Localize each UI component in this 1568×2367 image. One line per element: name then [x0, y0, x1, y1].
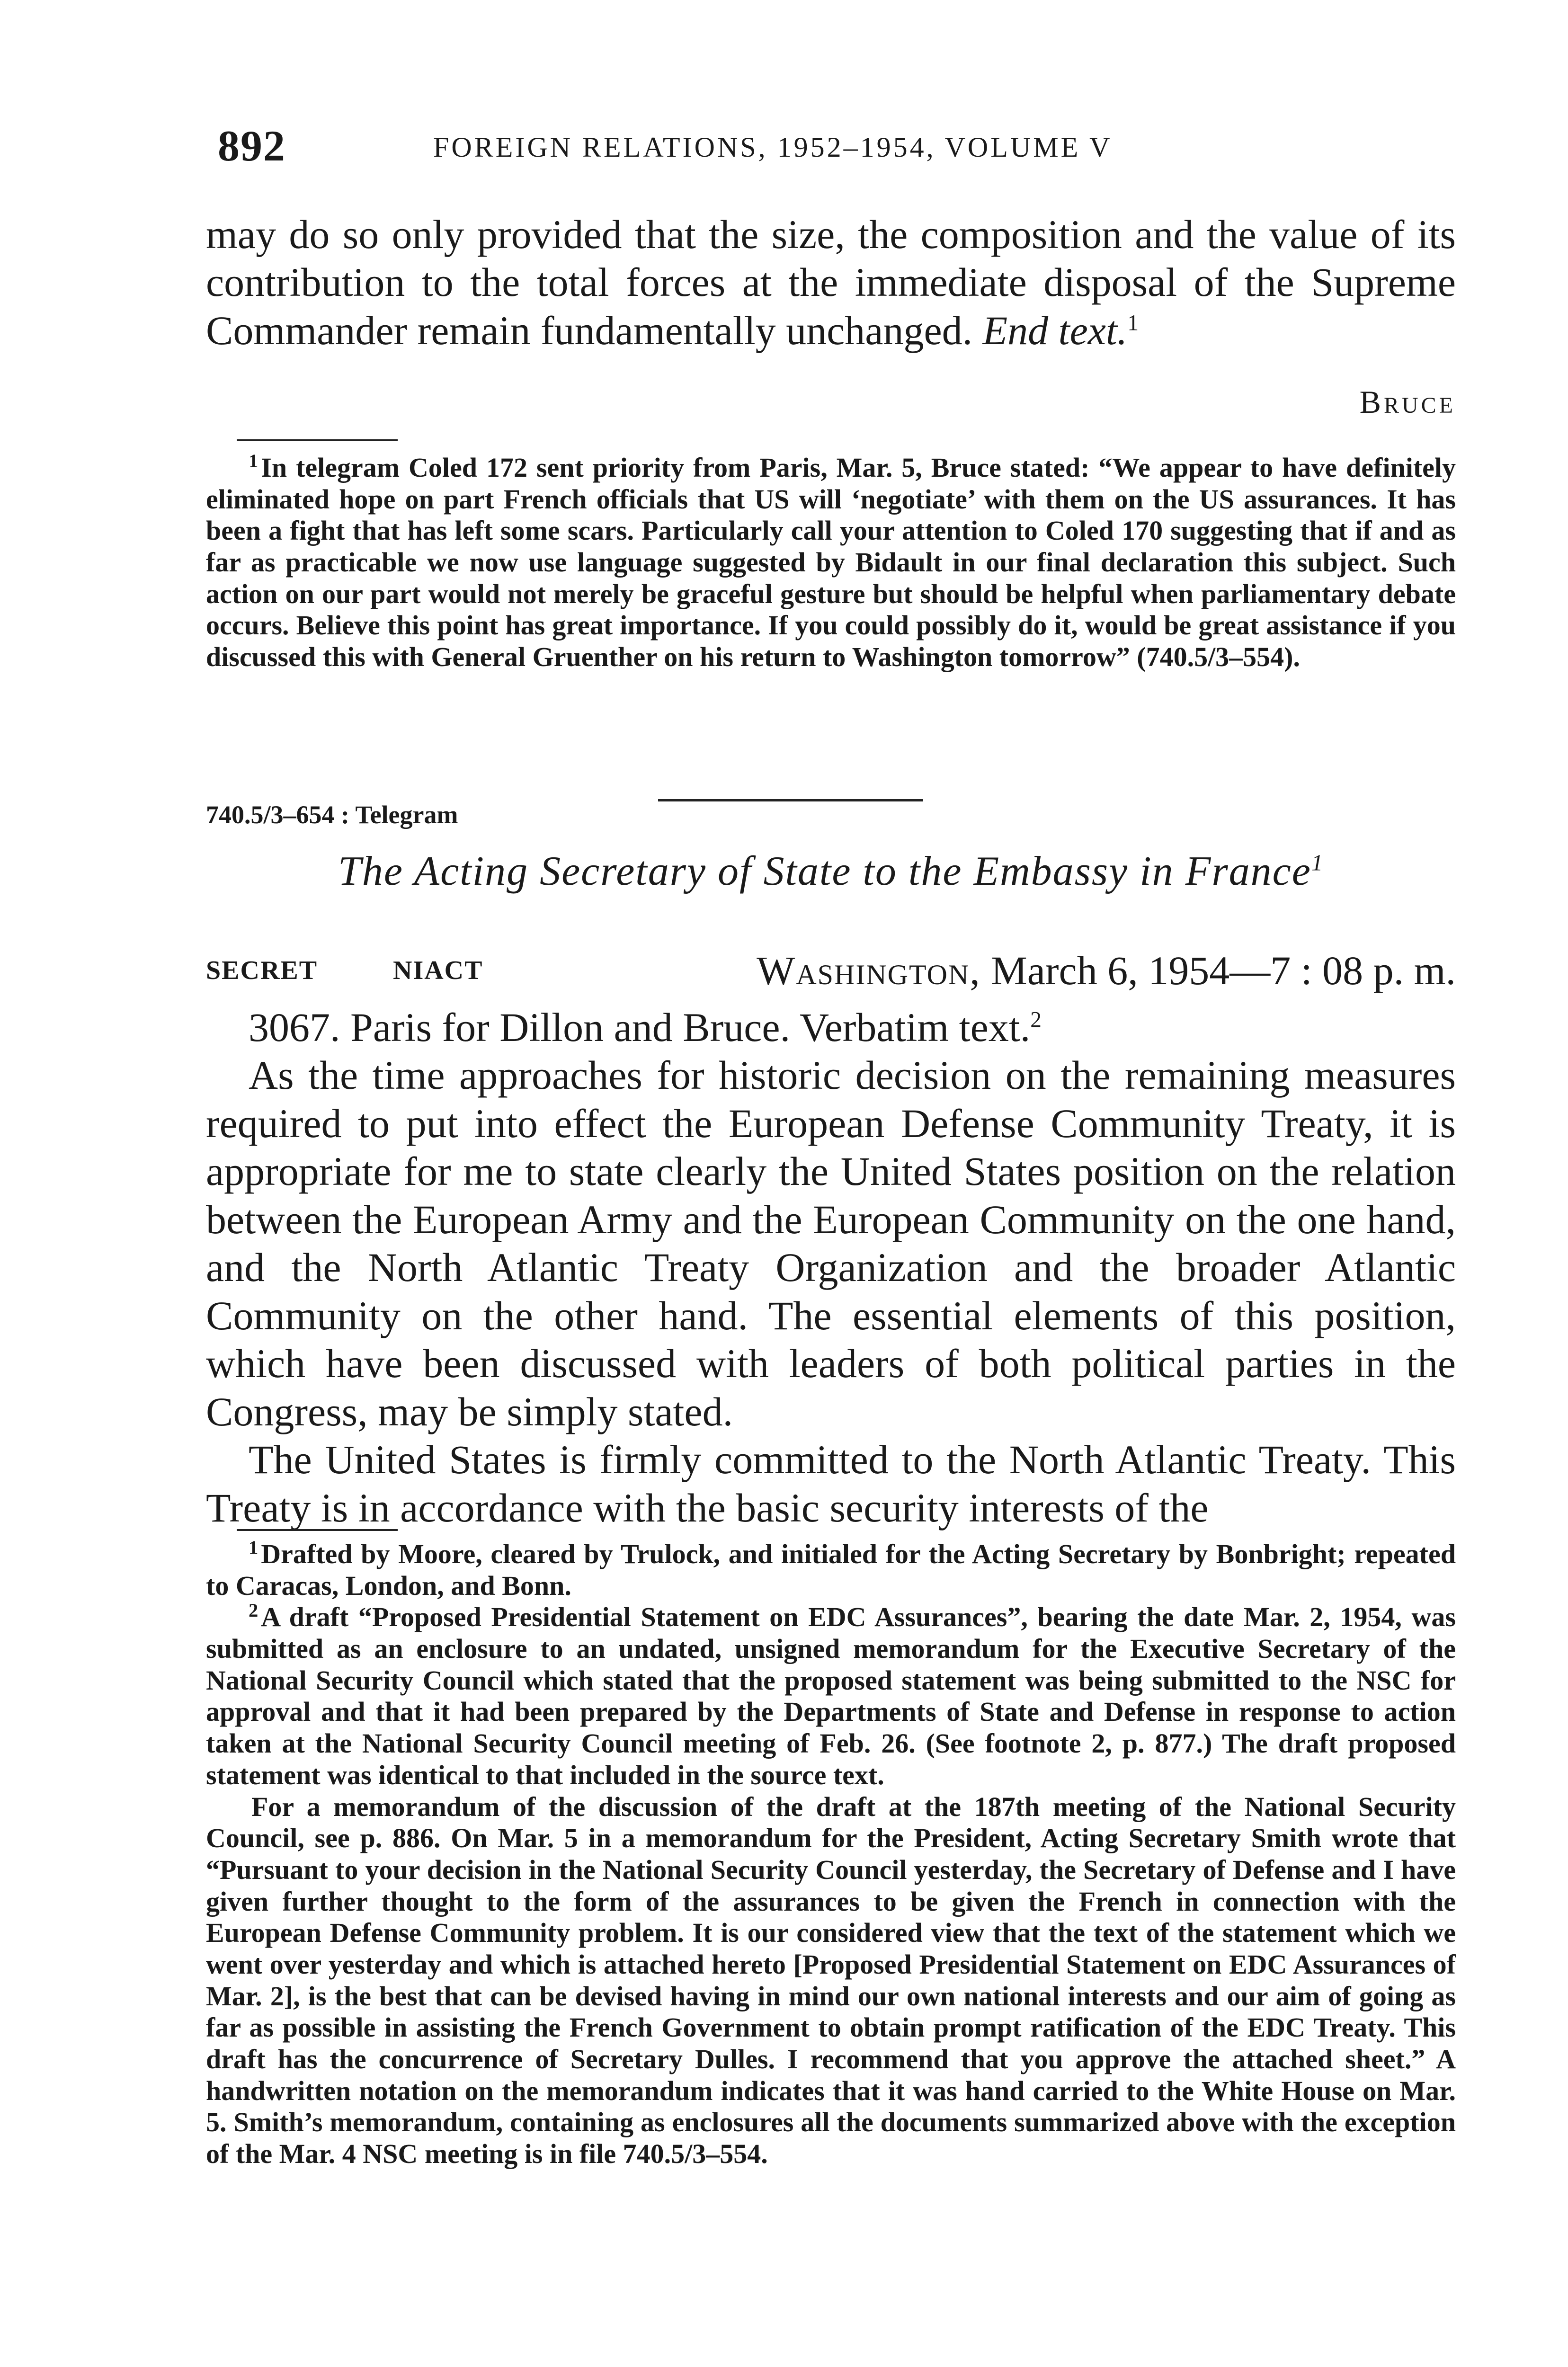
footnote-text: Drafted by Moore, cleared by Trulock, and initialed for the Acting Secretary by Bonbright; repeated to Caracas, London, and Bonn.: [206, 1539, 1456, 1601]
footnote-text: For a memorandum of the discussion of the draft at the 187th meeting of the National Security Council, see p. 886. On Mar. 5 in a memorandum for the President, Acting Secretary Smith wrote that “Pursuant to your decision in the National Security Council yesterday, the Secretary of Defense and I have given further thought to the form of the assurances to be given the French in connection with the European Defense Community problem. It is our considered view that the text of the statement which we went over yesterday and which is attached hereto [Proposed Presidential Statement on EDC Assurances of Mar. 2], is the best that can be devised having in mind our own national interests and our aim of going as far as possible in assisting the French Government to obtain prompt ratification of the EDC Treaty. This draft has the concurrence of Secretary Dulles. I recommend that you approve the attached sheet.” A handwritten notation on the memorandum indicates that it was hand carried to the White House on Mar. 5. Smith’s memorandum, containing as enclosures all the documents summarized above with the exception of the Mar. 4 NSC meeting is in file 740.5/3–554.: [206, 1791, 1456, 2170]
date: March 6, 1954—7 : 08 p. m.: [991, 948, 1456, 993]
body-footnote-ref: 2: [1030, 1007, 1042, 1032]
page-number: 892: [218, 122, 286, 170]
end-text-label: End text.: [982, 307, 1128, 353]
body-paragraph-1: 3067. Paris for Dillon and Bruce. Verbatim text.: [249, 1005, 1031, 1050]
footnote-top: [206, 452, 1456, 673]
classification-niact: NIACT: [393, 956, 483, 985]
classification-secret: SECRET: [206, 956, 318, 985]
signature: Bruce: [1359, 384, 1456, 420]
place: Washington,: [757, 948, 981, 993]
body-paragraph-2: As the time approaches for historic decision on the remaining measures required to put into effect the European Defense Community Treaty, it is appropriate for me to state clearly the United States position on the relation between the European Army and the European Community on the one hand, and the North Atlantic Treaty Organization and the broader Atlantic Community on the other hand. The essential elements of this position, which have been discussed with leaders of both political parties in the Congress, may be simply stated.: [206, 1052, 1456, 1434]
page-header: [206, 121, 1456, 178]
footnote-ref: 1: [1127, 311, 1139, 336]
body-paragraph-3: The United States is firmly committed to the North Atlantic Treaty. This Treaty is in accordance with the basic security interests of the: [206, 1437, 1456, 1531]
footnote-text: A draft “Proposed Presidential Statement on EDC Assurances”, bearing the date Mar. 2, 1954, was submitted as an enclosure to an undated, unsigned memorandum for the Executive Secretary of the National Security Council which stated that the proposed statement was being submitted to the NSC for approval and that it had been prepared by the Departments of State and Defense in response to action taken at the National Security Council meeting of Feb. 26. (See footnote 2, p. 877.) The draft proposed statement was identical to that included in the source text.: [206, 1602, 1456, 1790]
dateline: [206, 947, 1456, 994]
footnote-number: 1: [249, 1536, 258, 1558]
footnote-divider-bottom: [237, 1529, 398, 1531]
continuation-paragraph: [206, 211, 1456, 355]
footnote-text: In telegram Coled 172 sent priority from Paris, Mar. 5, Bruce stated: “We appear to have definitely eliminated hope on part French officials that US will ‘negotiate’ with them on the US assurances. It has been a fight that has left some scars. Particularly call your attention to Coled 170 suggesting that if and as far as practicable we now use language suggested by Bidault in our final declaration this subject. Such action on our part would not merely be graceful gesture but should be helpful when parliamentary debate occurs. Believe this point has great importance. If you could possibly do it, would be great assistance if you discussed this with General Gruenther on his return to Washington tomorrow” (740.5/3–554).: [206, 452, 1456, 673]
footnotes-bottom: [206, 1536, 1456, 2170]
file-reference: 740.5/3–654 : Telegram: [206, 801, 458, 829]
footnote-divider: [237, 439, 398, 441]
footnote-number: 1: [249, 450, 258, 472]
footnote-number: 2: [249, 1600, 258, 1621]
document-title-text: The Acting Secretary of State to the Embassy in France: [338, 848, 1311, 894]
running-head: FOREIGN RELATIONS, 1952–1954, VOLUME V: [433, 132, 1113, 163]
title-footnote-ref: 1: [1311, 850, 1324, 876]
telegram-body: [206, 1004, 1456, 1532]
continuation-text: may do so only provided that the size, the composition and the value of its contribution to the total forces at the immediate disposal of the Supreme Commander remain fundamentally unchanged.: [206, 212, 1456, 353]
place-and-date: [757, 947, 1456, 994]
document-title: [206, 847, 1456, 895]
